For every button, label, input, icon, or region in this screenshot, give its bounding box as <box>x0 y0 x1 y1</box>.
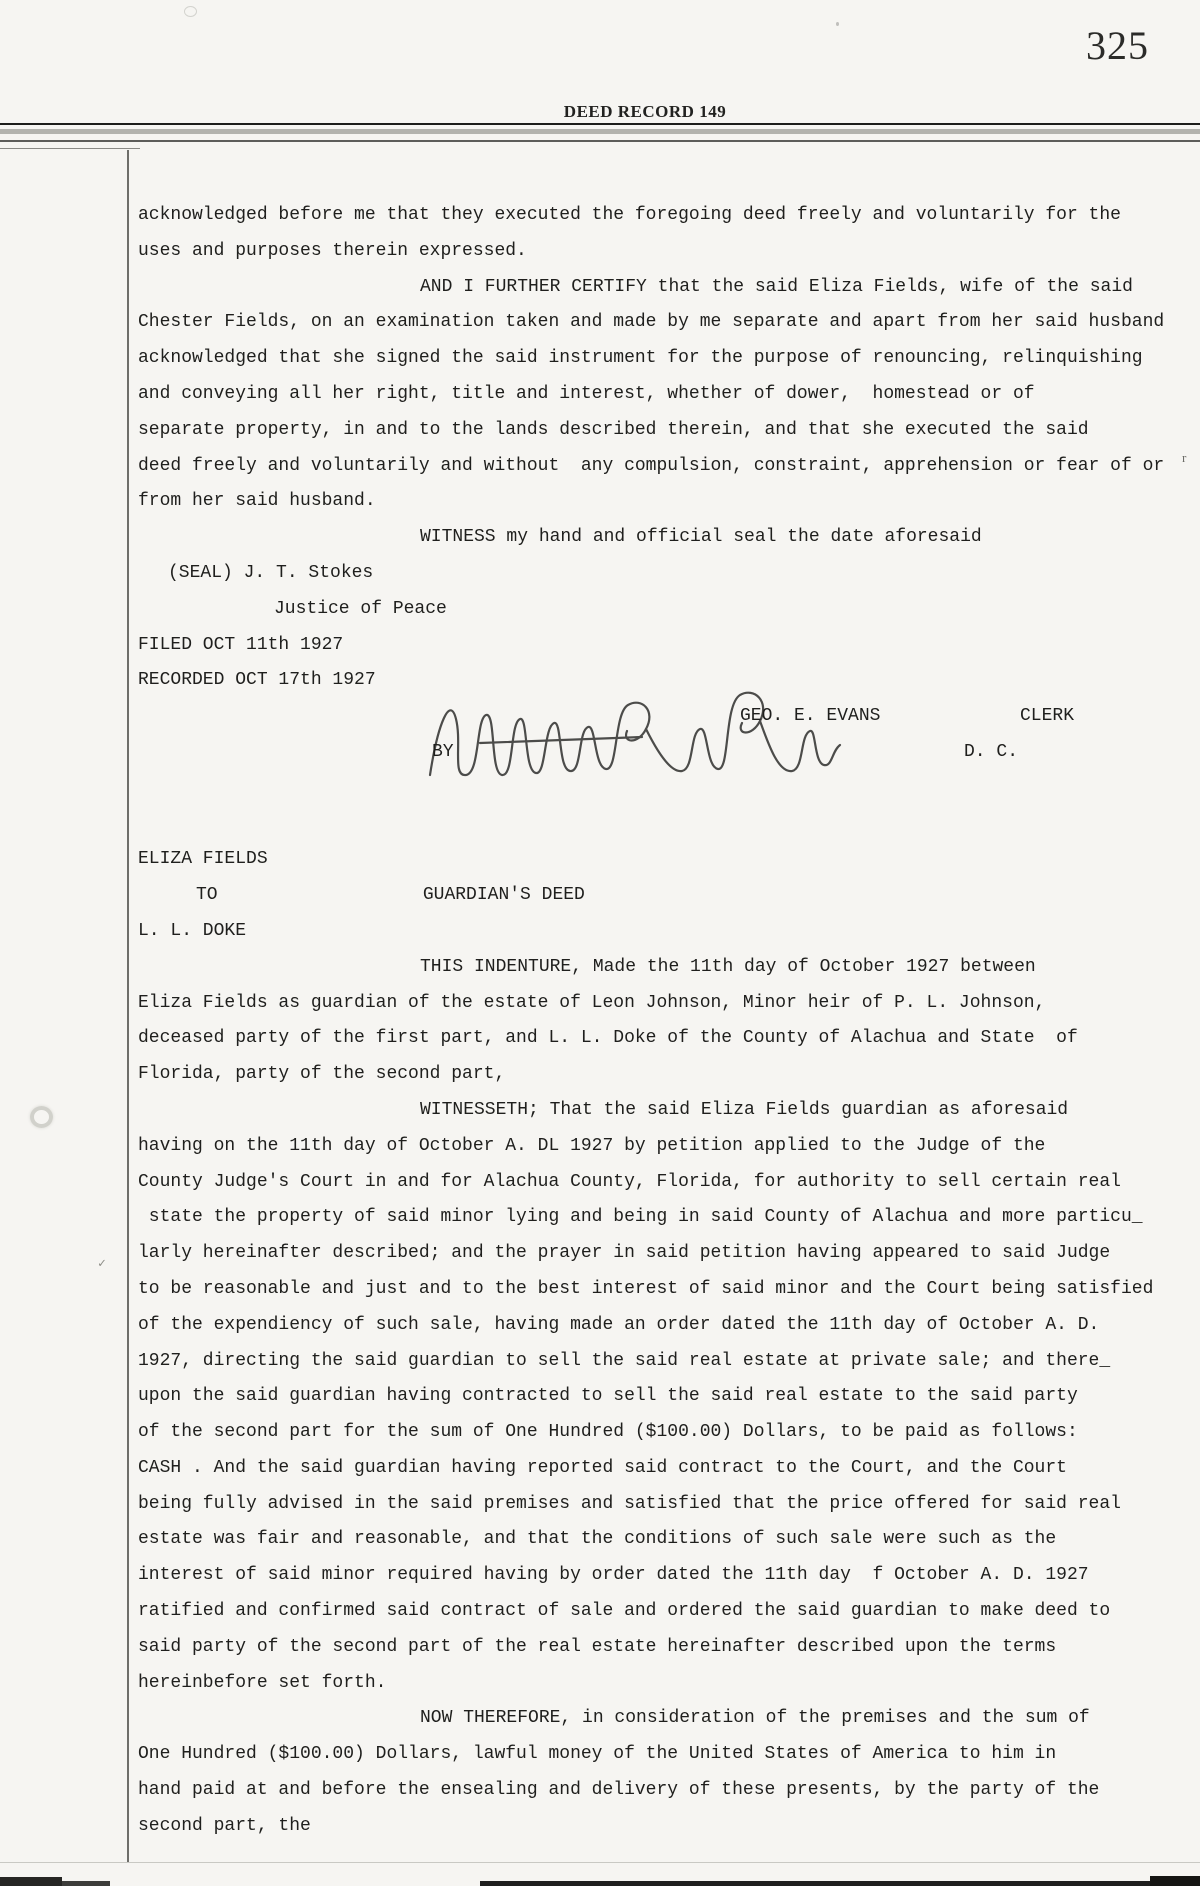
document-line: L. L. DOKE <box>138 920 247 941</box>
clerk-title: CLERK <box>1020 706 1075 727</box>
bottom-scan-line <box>0 1862 1200 1863</box>
margin-check-mark: ✓ <box>98 1256 106 1271</box>
document-line: TO GUARDIAN'S DEED <box>196 885 585 906</box>
document-line: being fully advised in the said premises and satisfied that the price offered for said real <box>138 1493 1121 1514</box>
document-line: second part, the <box>138 1815 311 1836</box>
header-rule-stub <box>0 148 140 149</box>
document-line: Chester Fields, on an examination taken and made by me separate and apart from her said husband <box>138 312 1165 333</box>
document-line: of the second part for the sum of One Hundred ($100.00) Dollars, to be paid as follows: <box>138 1422 1078 1443</box>
deputy-clerk-title: D. C. <box>964 741 1019 762</box>
scan-smudge-artifact <box>30 1106 53 1128</box>
document-line: Justice of Peace <box>274 598 447 619</box>
document-line: WITNESSETH; That the said Eliza Fields guardian as aforesaid <box>420 1099 1069 1120</box>
document-line: ELIZA FIELDS <box>138 849 268 870</box>
header-rule-bottom <box>0 140 1200 142</box>
bottom-edge-blob-left2 <box>62 1881 110 1886</box>
left-margin-rule <box>127 150 129 1862</box>
document-line: hereinbefore set forth. <box>138 1672 387 1693</box>
scan-ring-artifact <box>184 6 197 17</box>
document-line: deed freely and voluntarily and without any compulsion, constraint, apprehension or fear of or <box>138 455 1165 476</box>
clerk-signature-block <box>138 699 1200 771</box>
page-number: 325 <box>1086 23 1149 68</box>
document-line: state the property of said minor lying and being in said County of Alachua and more particu_ <box>138 1207 1143 1228</box>
document-line: THIS INDENTURE, Made the 11th day of October 1927 between <box>420 956 1036 977</box>
bottom-edge-block-right <box>1150 1876 1200 1886</box>
scan-speck-artifact <box>836 22 839 26</box>
document-line: Florida, party of the second part, <box>138 1064 506 1085</box>
document-line: upon the said guardian having contracted to sell the said real estate to the said party <box>138 1386 1078 1407</box>
document-line: WITNESS my hand and official seal the date aforesaid <box>420 527 982 548</box>
document-line: (SEAL) J. T. Stokes <box>168 562 374 583</box>
document-line: said party of the second part of the real estate hereinafter described upon the terms <box>138 1636 1057 1657</box>
acknowledgment-section <box>138 198 1200 699</box>
document-line: County Judge's Court in and for Alachua County, Florida, for authority to sell certain real <box>138 1171 1121 1192</box>
guardians-deed-section <box>138 842 1200 1844</box>
document-line: acknowledged that she signed the said instrument for the purpose of renouncing, relinquishing <box>138 348 1143 369</box>
document-line: One Hundred ($100.00) Dollars, lawful money of the United States of America to him in <box>138 1744 1057 1765</box>
header-rule-band <box>0 129 1200 134</box>
document-line: hand paid at and before the ensealing and delivery of these presents, by the party of the <box>138 1780 1100 1801</box>
document-line: having on the 11th day of October A. DL 1927 by petition applied to the Judge of the <box>138 1135 1046 1156</box>
document-line: Eliza Fields as guardian of the estate of Leon Johnson, Minor heir of P. L. Johnson, <box>138 992 1046 1013</box>
document-line: from her said husband. <box>138 491 376 512</box>
document-line: RECORDED OCT 17th 1927 <box>138 670 376 691</box>
document-line: AND I FURTHER CERTIFY that the said Eliza Fields, wife of the said <box>420 276 1133 297</box>
page-header-title: DEED RECORD 149 <box>563 102 727 121</box>
document-line: larly hereinafter described; and the prayer in said petition having appeared to said Judge <box>138 1243 1111 1264</box>
stray-letter-mark: r <box>1182 450 1187 465</box>
document-line: CASH . And the said guardian having reported said contract to the Court, and the Court <box>138 1457 1067 1478</box>
document-line: and conveying all her right, title and interest, whether of dower, homestead or of <box>138 383 1035 404</box>
header-rule-top <box>0 123 1200 125</box>
document-line: deceased party of the first part, and L. L. Doke of the County of Alachua and State of <box>138 1028 1078 1049</box>
document-line: estate was fair and reasonable, and that the conditions of such sale were such as the <box>138 1529 1057 1550</box>
bottom-edge-blob-left <box>0 1877 62 1886</box>
document-line: interest of said minor required having by order dated the 11th day f October A. D. 1927 <box>138 1565 1089 1586</box>
document-line: ratified and confirmed said contract of sale and ordered the said guardian to make deed to <box>138 1601 1111 1622</box>
document-line: to be reasonable and just and to the best interest of said minor and the Court being satisfied <box>138 1278 1154 1299</box>
document-line: separate property, in and to the lands described therein, and that she executed the said <box>138 419 1089 440</box>
by-label: BY <box>432 741 454 762</box>
document-line: uses and purposes therein expressed. <box>138 240 527 261</box>
clerk-name: GEO. E. EVANS <box>740 706 881 727</box>
document-line: of the expendiency of such sale, having made an order dated the 11th day of October A. D. <box>138 1314 1100 1335</box>
typed-document-body <box>138 198 1200 1845</box>
document-line: 1927, directing the said guardian to sell the said real estate at private sale; and there_ <box>138 1350 1111 1371</box>
document-line: NOW THEREFORE, in consideration of the premises and the sum of <box>420 1708 1090 1729</box>
document-line: acknowledged before me that they executed the foregoing deed freely and voluntarily for the <box>138 205 1121 225</box>
bottom-edge-band <box>480 1881 1200 1886</box>
document-line: FILED OCT 11th 1927 <box>138 634 344 655</box>
